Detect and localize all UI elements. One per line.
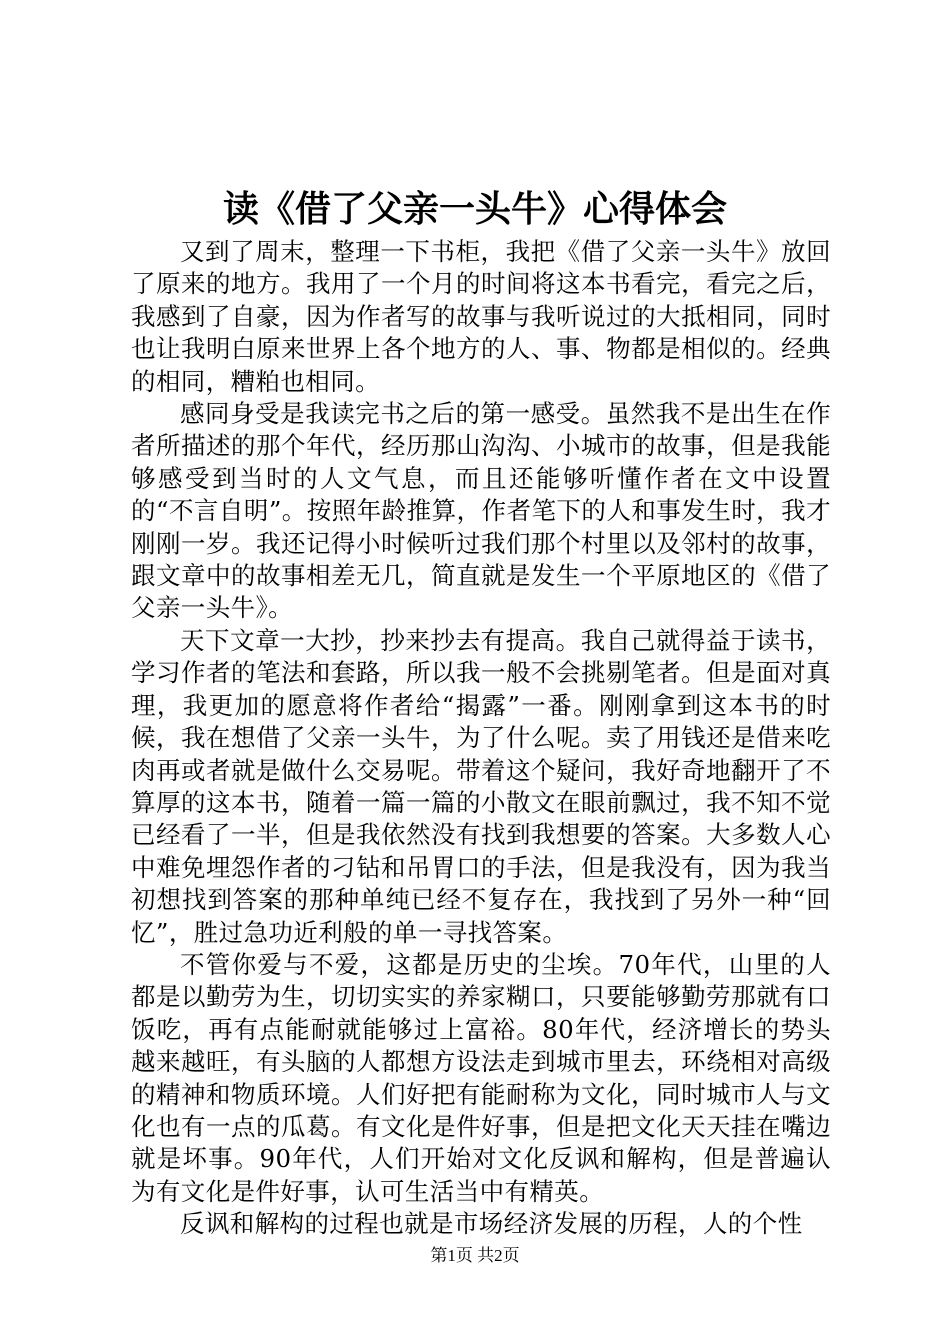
- document-title: 读《借了父亲一头牛》心得体会: [222, 189, 727, 230]
- paragraph-5: 反讽和解构的过程也就是市场经济发展的历程，人的个性: [180, 1209, 803, 1239]
- paragraph-3: 天下文章一大抄，抄来抄去有提高。我自己就得益于读书，学习作者的笔法和套路，所以我一般不会挑剔笔者。但是面对真理，我更加的愿意将作者给“揭露”一番。刚刚拿到这本书的时候，我在想借了父亲一头牛，为了什么呢。卖了用钱还是借来吃肉再或者就是做什么交易呢。带着这个疑问，我好奇地翻开了不算厚的这本书，随着一篇一篇的小散文在眼前飘过，我不知不觉已经看了一半，但是我依然没有找到我想要的答案。大多数人心中难免埋怨作者的刁钻和吊胃口的手法，但是我没有，因为我当初想找到答案的那种单纯已经不复存在，我找到了另外一种“回忆”，胜过急功近利般的单一寻找答案。: [131, 625, 831, 947]
- page-number-footer: 第1页 共2页: [430, 1246, 520, 1265]
- paragraph-4: 不管你爱与不爱，这都是历史的尘埃。70年代，山里的人都是以勤劳为生，切切实实的养家糊口，只要能够勤劳那就有口饭吃，再有点能耐就能够过上富裕。80年代，经济增长的势头越来越旺，有头脑的人都想方设法走到城市里去，环绕相对高级的精神和物质环境。人们好把有能耐称为文化，同时城市人与文化也有一点的瓜葛。有文化是件好事，但是把文化天天挂在嘴边就是坏事。90年代，人们开始对文化反讽和解构，但是普遍认为有文化是件好事，认可生活当中有精英。: [131, 949, 831, 1206]
- paragraph-2: 感同身受是我读完书之后的第一感受。虽然我不是出生在作者所描述的那个年代，经历那山沟沟、小城市的故事，但是我能够感受到当时的人文气息，而且还能够听懂作者在文中设置的“不言自明”。按照年龄推算，作者笔下的人和事发生时，我才刚刚一岁。我还记得小时候听过我们那个村里以及邻村的故事，跟文章中的故事相差无几，简直就是发生一个平原地区的《借了父亲一头牛》。: [131, 399, 831, 623]
- paragraph-1: 又到了周末，整理一下书柜，我把《借了父亲一头牛》放回了原来的地方。我用了一个月的时间将这本书看完，看完之后，我感到了自豪，因为作者写的故事与我听说过的大抵相同，同时也让我明白原来世界上各个地方的人、事、物都是相似的。经典的相同，糟粕也相同。: [131, 237, 831, 396]
- document-body: [131, 236, 831, 1241]
